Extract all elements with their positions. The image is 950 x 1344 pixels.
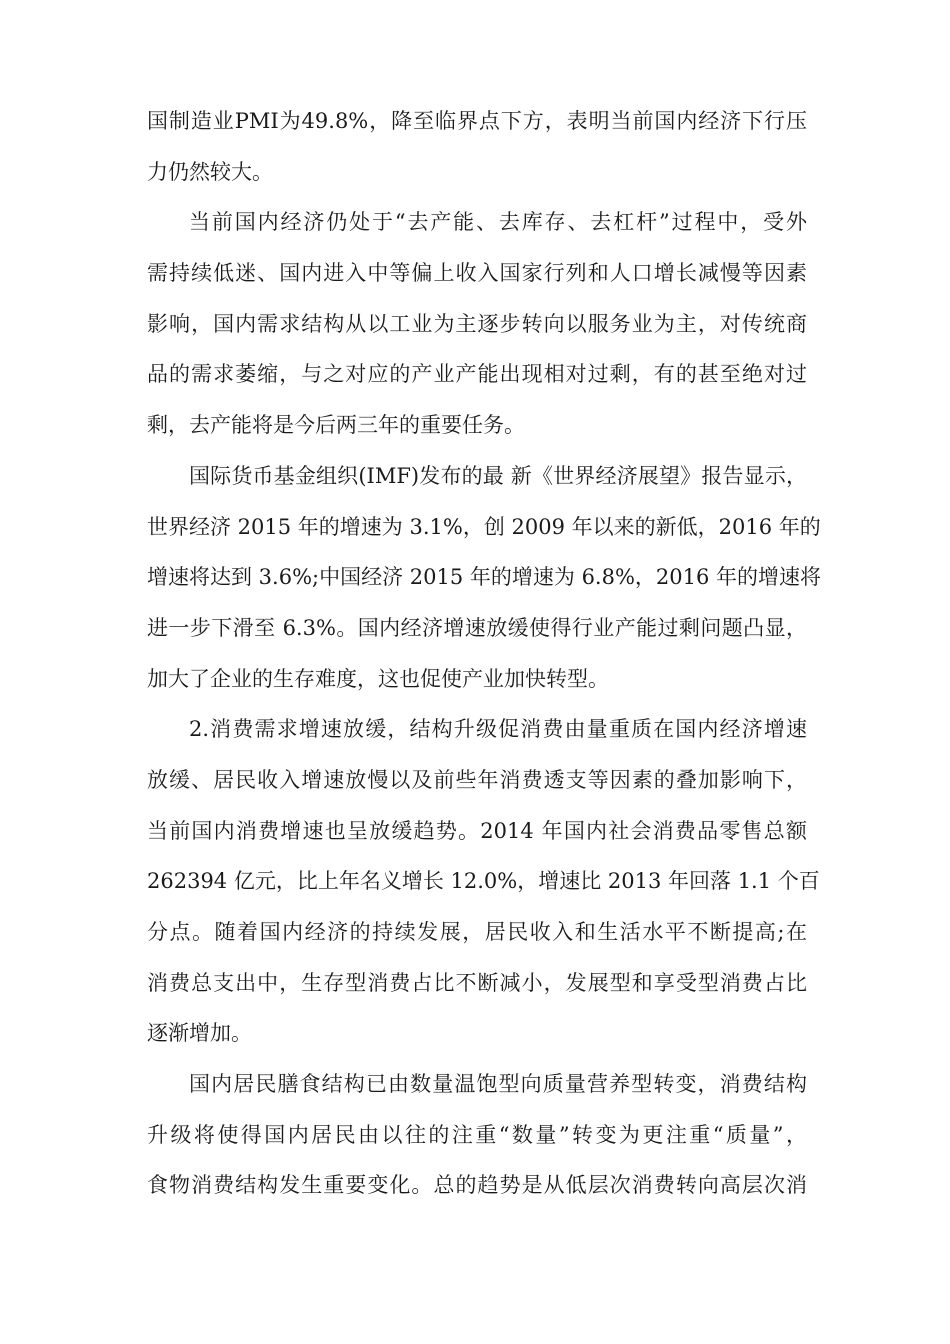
text-line: 食物消费结构发生重要变化。总的趋势是从低层次消费转向高层次消 [147, 1173, 807, 1198]
text-line: 力仍然较大。 [147, 159, 273, 184]
text-line: 需持续低迷、国内进入中等偏上收入国家行列和人口增长减慢等因素 [147, 261, 807, 286]
text-line: 逐渐增加。 [147, 1021, 252, 1046]
text-line: 剩，去产能将是今后两三年的重要任务。 [147, 413, 525, 438]
body-text [147, 96, 822, 1211]
text-line: 国内居民膳食结构已由数量温饱型向质量营养型转变，消费结构 [189, 1072, 807, 1097]
text-line: 国际货币基金组织(IMF)发布的最 新《世界经济展望》报告显示， [189, 463, 807, 488]
text-line: 262394 亿元，比上年名义增长 12.0%，增速比 2013 年回落 1.1 个百 [147, 869, 820, 894]
text-line: 世界经济 2015 年的增速为 3.1%，创 2009 年以来的新低，2016 年的 [147, 514, 821, 539]
text-line: 加大了企业的生存难度，这也促使产业加快转型。 [147, 666, 609, 691]
text-line: 进一步下滑至 6.3%。国内经济增速放缓使得行业产能过剩问题凸显， [147, 615, 807, 640]
text-line: 增速将达到 3.6%;中国经济 2015 年的增速为 6.8%，2016 年的增速将 [147, 565, 822, 590]
text-line: 消费总支出中，生存型消费占比不断减小，发展型和享受型消费占比 [147, 970, 807, 995]
text-line: 放缓、居民收入增速放慢以及前些年消费透支等因素的叠加影响下， [147, 767, 807, 792]
text-line: 国制造业PMI为49.8%，降至临界点下方，表明当前国内经济下行压 [147, 109, 807, 133]
text-line: 品的需求萎缩，与之对应的产业产能出现相对过剩，有的甚至绝对过 [147, 362, 807, 387]
text-line: 升级将使得国内居民由以往的注重“数量”转变为更注重“质量”， [147, 1122, 807, 1147]
text-line: 当前国内消费增速也呈放缓趋势。2014 年国内社会消费品零售总额 [147, 818, 807, 843]
text-line: 2.消费需求增速放缓，结构升级促消费由量重质在国内经济增速 [189, 717, 807, 742]
text-line: 影响，国内需求结构从以工业为主逐步转向以服务业为主，对传统商 [147, 311, 807, 336]
text-line: 当前国内经济仍处于“去产能、去库存、去杠杆”过程中，受外 [189, 210, 807, 235]
text-line: 分点。随着国内经济的持续发展，居民收入和生活水平不断提高;在 [147, 920, 807, 944]
